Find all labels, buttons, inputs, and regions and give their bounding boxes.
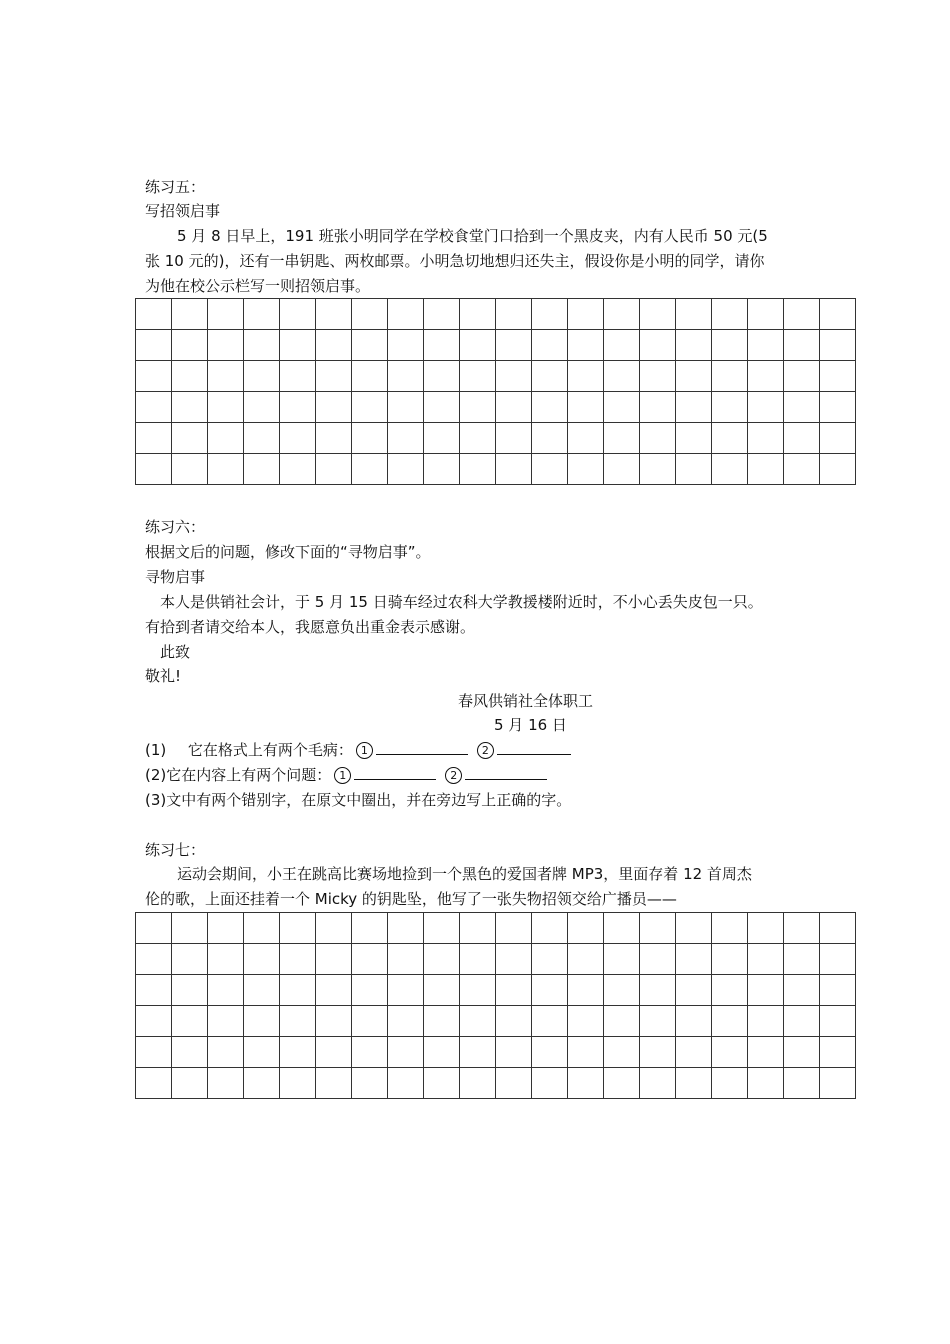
grid-cell[interactable] [748, 454, 784, 485]
grid-row [136, 423, 856, 454]
grid-cell[interactable] [568, 423, 604, 454]
grid-row [136, 361, 856, 392]
question-3: (3)文中有两个错别字，在原文中圈出，并在旁边写上正确的字。 [145, 791, 572, 809]
grid-cell[interactable] [604, 1006, 640, 1037]
grid-cell[interactable] [532, 299, 568, 330]
grid-cell[interactable] [532, 913, 568, 944]
grid-cell[interactable] [532, 361, 568, 392]
grid-cell[interactable] [820, 454, 856, 485]
exercise6-instruction: 根据文后的问题，修改下面的“寻物启事”。 [145, 543, 431, 561]
grid-cell[interactable] [748, 330, 784, 361]
grid-cell[interactable] [604, 330, 640, 361]
grid-cell[interactable] [640, 1068, 676, 1099]
grid-cell[interactable] [244, 944, 280, 975]
grid-cell[interactable] [676, 975, 712, 1006]
grid-row [136, 944, 856, 975]
grid-cell[interactable] [676, 392, 712, 423]
grid-cell[interactable] [316, 1006, 352, 1037]
grid-cell[interactable] [784, 361, 820, 392]
grid-cell[interactable] [532, 944, 568, 975]
grid-cell[interactable] [136, 392, 172, 423]
grid-cell[interactable] [532, 1006, 568, 1037]
grid-cell[interactable] [784, 975, 820, 1006]
grid-cell[interactable] [568, 330, 604, 361]
exercise5-paragraph-line2: 张 10 元的)，还有一串钥匙、两枚邮票。小明急切地想归还失主，假设你是小明的同学，请你 [145, 252, 765, 270]
grid-cell[interactable] [640, 330, 676, 361]
grid-cell[interactable] [388, 454, 424, 485]
circled-two: 2 [445, 767, 462, 784]
grid-cell[interactable] [172, 1037, 208, 1068]
exercise7-paragraph-line2: 伦的歌，上面还挂着一个 Micky 的钥匙坠，他写了一张失物招领交给广播员—— [145, 890, 677, 908]
grid-cell[interactable] [676, 1068, 712, 1099]
grid-cell[interactable] [280, 944, 316, 975]
grid-cell[interactable] [712, 392, 748, 423]
grid-cell[interactable] [820, 975, 856, 1006]
grid-cell[interactable] [712, 330, 748, 361]
grid-cell[interactable] [676, 1006, 712, 1037]
grid-cell[interactable] [532, 392, 568, 423]
grid-cell[interactable] [136, 454, 172, 485]
grid-cell[interactable] [496, 299, 532, 330]
grid-cell[interactable] [532, 330, 568, 361]
grid-cell[interactable] [568, 454, 604, 485]
grid-cell[interactable] [244, 975, 280, 1006]
exercise7-paragraph-line1: 运动会期间，小王在跳高比赛场地捡到一个黑色的爱国者牌 MP3，里面存着 12 首周杰 [177, 865, 752, 883]
grid-cell[interactable] [280, 913, 316, 944]
grid-cell[interactable] [208, 1037, 244, 1068]
grid-cell[interactable] [496, 1006, 532, 1037]
grid-cell[interactable] [640, 361, 676, 392]
grid-cell[interactable] [172, 361, 208, 392]
grid-cell[interactable] [424, 1037, 460, 1068]
grid-cell[interactable] [316, 1037, 352, 1068]
grid-cell[interactable] [316, 454, 352, 485]
grid-cell[interactable] [388, 330, 424, 361]
grid-cell[interactable] [676, 423, 712, 454]
grid-cell[interactable] [640, 944, 676, 975]
notice-body-line2: 有拾到者请交给本人，我愿意负出重金表示感谢。 [145, 618, 476, 636]
notice-cizhi: 此致 [160, 643, 191, 661]
notice-signature: 春风供销社全体职工 [458, 692, 594, 710]
grid-row [136, 454, 856, 485]
grid-cell[interactable] [784, 299, 820, 330]
question-2-number: (2) [145, 766, 167, 784]
grid-cell[interactable] [784, 1006, 820, 1037]
grid-cell[interactable] [712, 1037, 748, 1068]
grid-cell[interactable] [136, 423, 172, 454]
grid-cell[interactable] [676, 454, 712, 485]
grid-cell[interactable] [352, 299, 388, 330]
grid-cell[interactable] [604, 1037, 640, 1068]
grid-cell[interactable] [136, 1037, 172, 1068]
question-2-text: 它在内容上有两个问题： [166, 766, 332, 784]
grid-cell[interactable] [604, 392, 640, 423]
grid-cell[interactable] [568, 361, 604, 392]
grid-cell[interactable] [424, 423, 460, 454]
exercise5-paragraph-line3: 为他在校公示栏写一则招领启事。 [145, 277, 371, 295]
grid-cell[interactable] [388, 913, 424, 944]
grid-cell[interactable] [496, 423, 532, 454]
grid-row [136, 1037, 856, 1068]
grid-cell[interactable] [496, 975, 532, 1006]
question-2 [145, 765, 553, 785]
grid-cell[interactable] [424, 361, 460, 392]
grid-cell[interactable] [136, 1006, 172, 1037]
grid-cell[interactable] [640, 975, 676, 1006]
grid-cell[interactable] [784, 913, 820, 944]
grid-cell[interactable] [460, 423, 496, 454]
grid-row [136, 330, 856, 361]
grid-cell[interactable] [712, 361, 748, 392]
grid-cell[interactable] [532, 454, 568, 485]
circled-one: 1 [334, 767, 351, 784]
grid-cell[interactable] [460, 1068, 496, 1099]
grid-cell[interactable] [352, 1037, 388, 1068]
exercise7-heading: 练习七： [145, 841, 206, 859]
grid-cell[interactable] [532, 423, 568, 454]
grid-cell[interactable] [532, 1068, 568, 1099]
grid-cell[interactable] [424, 392, 460, 423]
grid-cell[interactable] [820, 913, 856, 944]
grid-cell[interactable] [748, 361, 784, 392]
grid-cell[interactable] [460, 975, 496, 1006]
grid-cell[interactable] [784, 423, 820, 454]
grid-cell[interactable] [712, 944, 748, 975]
grid-cell[interactable] [784, 392, 820, 423]
notice-jingli: 敬礼! [145, 667, 182, 685]
grid-cell[interactable] [496, 913, 532, 944]
grid-cell[interactable] [316, 330, 352, 361]
grid-cell[interactable] [352, 1068, 388, 1099]
grid-cell[interactable] [784, 944, 820, 975]
grid-cell[interactable] [460, 913, 496, 944]
grid-cell[interactable] [460, 361, 496, 392]
grid-cell[interactable] [316, 975, 352, 1006]
grid-cell[interactable] [424, 330, 460, 361]
grid-cell[interactable] [280, 299, 316, 330]
writing-grid-exercise7[interactable] [135, 912, 856, 1099]
writing-grid-exercise5[interactable] [135, 298, 856, 485]
exercise5-subheading: 写招领启事 [145, 202, 221, 220]
grid-cell[interactable] [244, 330, 280, 361]
grid-cell[interactable] [460, 330, 496, 361]
grid-cell[interactable] [424, 913, 460, 944]
grid-cell[interactable] [388, 392, 424, 423]
grid-cell[interactable] [172, 392, 208, 423]
grid-cell[interactable] [496, 330, 532, 361]
grid-cell[interactable] [676, 299, 712, 330]
grid-cell[interactable] [280, 330, 316, 361]
grid-cell[interactable] [280, 975, 316, 1006]
exercise5-heading: 练习五： [145, 178, 206, 196]
exercise6-heading: 练习六： [145, 518, 206, 536]
grid-cell[interactable] [280, 1037, 316, 1068]
circled-two: 2 [477, 742, 494, 759]
notice-date: 5 月 16 日 [494, 716, 567, 734]
grid-cell[interactable] [172, 975, 208, 1006]
grid-cell[interactable] [640, 299, 676, 330]
grid-cell[interactable] [820, 1037, 856, 1068]
grid-cell[interactable] [604, 299, 640, 330]
grid-cell[interactable] [388, 1006, 424, 1037]
grid-row [136, 299, 856, 330]
grid-cell[interactable] [316, 361, 352, 392]
grid-cell[interactable] [244, 1037, 280, 1068]
grid-cell[interactable] [748, 299, 784, 330]
grid-cell[interactable] [748, 1006, 784, 1037]
grid-cell[interactable] [388, 361, 424, 392]
grid-cell[interactable] [208, 361, 244, 392]
grid-cell[interactable] [244, 299, 280, 330]
grid-cell[interactable] [280, 454, 316, 485]
grid-cell[interactable] [352, 392, 388, 423]
grid-cell[interactable] [388, 299, 424, 330]
grid-cell[interactable] [604, 423, 640, 454]
grid-cell[interactable] [244, 1068, 280, 1099]
answer-blank-2b[interactable] [465, 765, 547, 780]
grid-cell[interactable] [208, 1068, 244, 1099]
grid-cell[interactable] [208, 944, 244, 975]
exercise5-paragraph-line1: 5 月 8 日早上，191 班张小明同学在学校食堂门口拾到一个黑皮夹，内有人民币 50 元(5 [177, 227, 768, 245]
grid-cell[interactable] [568, 392, 604, 423]
grid-cell[interactable] [460, 1037, 496, 1068]
grid-cell[interactable] [496, 1037, 532, 1068]
grid-cell[interactable] [640, 1006, 676, 1037]
grid-cell[interactable] [388, 423, 424, 454]
grid-row [136, 392, 856, 423]
grid-cell[interactable] [604, 454, 640, 485]
grid-cell[interactable] [136, 913, 172, 944]
grid-cell[interactable] [136, 299, 172, 330]
grid-cell[interactable] [712, 299, 748, 330]
grid-cell[interactable] [748, 423, 784, 454]
grid-cell[interactable] [352, 330, 388, 361]
grid-row [136, 1068, 856, 1099]
grid-cell[interactable] [568, 913, 604, 944]
grid-cell[interactable] [172, 299, 208, 330]
grid-cell[interactable] [388, 975, 424, 1006]
grid-row [136, 913, 856, 944]
grid-cell[interactable] [712, 975, 748, 1006]
grid-cell[interactable] [388, 1037, 424, 1068]
grid-cell[interactable] [208, 454, 244, 485]
grid-cell[interactable] [748, 975, 784, 1006]
grid-cell[interactable] [280, 1068, 316, 1099]
grid-cell[interactable] [172, 330, 208, 361]
grid-cell[interactable] [460, 299, 496, 330]
grid-cell[interactable] [244, 392, 280, 423]
grid-cell[interactable] [784, 1037, 820, 1068]
answer-blank-1b[interactable] [497, 740, 571, 755]
grid-cell[interactable] [172, 1068, 208, 1099]
grid-cell[interactable] [280, 423, 316, 454]
grid-cell[interactable] [208, 1006, 244, 1037]
grid-cell[interactable] [388, 944, 424, 975]
grid-cell[interactable] [568, 1037, 604, 1068]
grid-cell[interactable] [352, 975, 388, 1006]
grid-cell[interactable] [640, 392, 676, 423]
grid-cell[interactable] [820, 299, 856, 330]
answer-blank-2a[interactable] [354, 765, 436, 780]
grid-cell[interactable] [820, 361, 856, 392]
grid-cell[interactable] [640, 454, 676, 485]
grid-cell[interactable] [712, 423, 748, 454]
grid-cell[interactable] [460, 1006, 496, 1037]
grid-cell[interactable] [352, 1006, 388, 1037]
grid-cell[interactable] [712, 454, 748, 485]
grid-cell[interactable] [208, 299, 244, 330]
grid-cell[interactable] [316, 944, 352, 975]
grid-cell[interactable] [748, 944, 784, 975]
grid-cell[interactable] [820, 1006, 856, 1037]
grid-cell[interactable] [280, 1006, 316, 1037]
grid-row [136, 975, 856, 1006]
grid-cell[interactable] [604, 975, 640, 1006]
grid-cell[interactable] [316, 392, 352, 423]
grid-cell[interactable] [532, 975, 568, 1006]
grid-cell[interactable] [604, 944, 640, 975]
grid-cell[interactable] [820, 1068, 856, 1099]
grid-cell[interactable] [640, 423, 676, 454]
grid-cell[interactable] [424, 1006, 460, 1037]
grid-cell[interactable] [208, 423, 244, 454]
grid-cell[interactable] [604, 913, 640, 944]
question-1-number: (1) [145, 741, 167, 759]
grid-cell[interactable] [676, 913, 712, 944]
notice-body-line1: 本人是供销社会计，于 5 月 15 日骑车经过农科大学教援楼附近时，不小心丢失皮包一只。 [160, 593, 763, 611]
grid-cell[interactable] [316, 913, 352, 944]
grid-cell[interactable] [568, 1006, 604, 1037]
grid-cell[interactable] [820, 944, 856, 975]
grid-cell[interactable] [784, 330, 820, 361]
grid-cell[interactable] [748, 1037, 784, 1068]
grid-cell[interactable] [460, 392, 496, 423]
grid-cell[interactable] [316, 1068, 352, 1099]
grid-cell[interactable] [172, 454, 208, 485]
grid-cell[interactable] [424, 975, 460, 1006]
grid-cell[interactable] [244, 1006, 280, 1037]
grid-cell[interactable] [244, 913, 280, 944]
grid-cell[interactable] [568, 299, 604, 330]
grid-cell[interactable] [244, 454, 280, 485]
grid-cell[interactable] [676, 330, 712, 361]
grid-cell[interactable] [208, 392, 244, 423]
grid-cell[interactable] [352, 423, 388, 454]
grid-cell[interactable] [244, 361, 280, 392]
grid-cell[interactable] [460, 454, 496, 485]
notice-title: 寻物启事 [145, 568, 206, 586]
grid-cell[interactable] [136, 975, 172, 1006]
grid-cell[interactable] [604, 361, 640, 392]
grid-cell[interactable] [208, 913, 244, 944]
grid-cell[interactable] [352, 454, 388, 485]
grid-cell[interactable] [712, 913, 748, 944]
grid-cell[interactable] [280, 361, 316, 392]
grid-cell[interactable] [676, 361, 712, 392]
grid-cell[interactable] [424, 1068, 460, 1099]
grid-row [136, 1006, 856, 1037]
grid-cell[interactable] [172, 423, 208, 454]
grid-cell[interactable] [424, 454, 460, 485]
grid-cell[interactable] [568, 1068, 604, 1099]
grid-cell[interactable] [640, 1037, 676, 1068]
grid-cell[interactable] [316, 299, 352, 330]
answer-blank-1a[interactable] [376, 740, 468, 755]
question-1 [145, 740, 577, 760]
grid-cell[interactable] [496, 392, 532, 423]
grid-cell[interactable] [316, 423, 352, 454]
grid-cell[interactable] [352, 361, 388, 392]
grid-cell[interactable] [424, 299, 460, 330]
grid-cell[interactable] [784, 1068, 820, 1099]
grid-cell[interactable] [676, 944, 712, 975]
grid-cell[interactable] [496, 944, 532, 975]
grid-cell[interactable] [640, 913, 676, 944]
grid-cell[interactable] [280, 392, 316, 423]
grid-cell[interactable] [568, 975, 604, 1006]
grid-cell[interactable] [496, 361, 532, 392]
grid-cell[interactable] [460, 944, 496, 975]
grid-cell[interactable] [244, 423, 280, 454]
grid-cell[interactable] [784, 454, 820, 485]
grid-cell[interactable] [172, 913, 208, 944]
grid-cell[interactable] [136, 330, 172, 361]
grid-cell[interactable] [748, 1068, 784, 1099]
grid-cell[interactable] [676, 1037, 712, 1068]
grid-cell[interactable] [208, 975, 244, 1006]
grid-cell[interactable] [820, 392, 856, 423]
grid-cell[interactable] [712, 1006, 748, 1037]
grid-cell[interactable] [748, 913, 784, 944]
grid-cell[interactable] [172, 1006, 208, 1037]
grid-cell[interactable] [568, 944, 604, 975]
grid-cell[interactable] [352, 913, 388, 944]
circled-one: 1 [356, 742, 373, 759]
grid-cell[interactable] [136, 361, 172, 392]
grid-cell[interactable] [388, 1068, 424, 1099]
grid-cell[interactable] [820, 330, 856, 361]
question-1-text: 它在格式上有两个毛病： [187, 741, 353, 759]
grid-cell[interactable] [532, 1037, 568, 1068]
grid-cell[interactable] [604, 1068, 640, 1099]
grid-cell[interactable] [496, 454, 532, 485]
grid-cell[interactable] [748, 392, 784, 423]
grid-cell[interactable] [820, 423, 856, 454]
grid-cell[interactable] [136, 1068, 172, 1099]
grid-cell[interactable] [496, 1068, 532, 1099]
grid-cell[interactable] [172, 944, 208, 975]
grid-cell[interactable] [208, 330, 244, 361]
grid-cell[interactable] [712, 1068, 748, 1099]
grid-cell[interactable] [136, 944, 172, 975]
grid-cell[interactable] [352, 944, 388, 975]
grid-cell[interactable] [424, 944, 460, 975]
